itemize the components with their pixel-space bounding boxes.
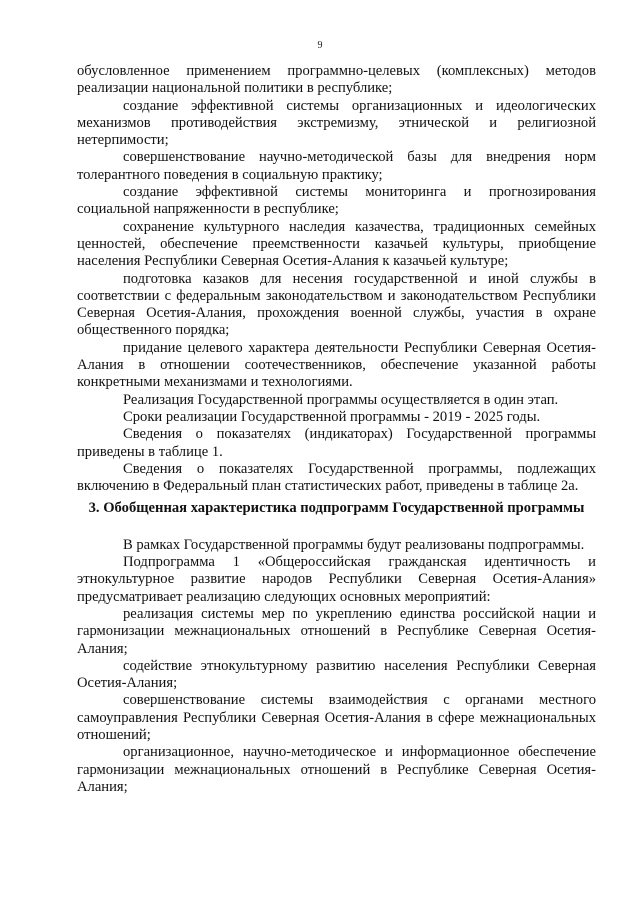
paragraph: совершенствование научно-методической базы для внедрения норм толерантного поведения в социальную практику; [77, 149, 596, 183]
paragraph: содействие этнокультурному развитию населения Республики Северная Осетия-Алания; [77, 657, 596, 692]
paragraph: создание эффективной системы организационных и идеологических механизмов противодействия экстремизму, этнической и религиозной нетерпимости; [77, 97, 596, 149]
paragraph: Реализация Государственной программы осуществляется в один этап. [123, 391, 559, 408]
paragraph: Сроки реализации Государственной программы - 2019 - 2025 годы. [123, 408, 541, 425]
paragraph: Сведения о показателях (индикаторах) Государственной программы приведены в таблице 1. [77, 426, 596, 460]
paragraphs-bottom [77, 537, 596, 796]
paragraph: Сведения о показателях Государственной программы, подлежащих включению в Федеральный план статистических работ, приведены в таблице 2а. [77, 460, 596, 495]
paragraph: организационное, научно-методическое и информационное обеспечение гармонизации межнациональных отношений в Республике Северная Осетия-Алания; [77, 744, 596, 795]
spacer [77, 518, 596, 537]
document-body [77, 63, 596, 796]
paragraph: обусловленное применением программно-целевых (комплексных) методов реализации национальной политики в республике; [77, 63, 596, 97]
paragraph: совершенствование системы взаимодействия с органами местного самоуправления Республики Северная Осетия-Алания в сфере межнациональных отношений; [77, 692, 596, 743]
paragraph: Подпрограмма 1 «Общероссийская гражданская идентичность и этнокультурное развитие народов Республики Северная Осетия-Алания» предусматривает реализацию следующих основных мероприятий: [77, 554, 596, 605]
paragraph: сохранение культурного наследия казачества, традиционных семейных ценностей, обеспечение преемственности казачьей культуры, приобщение населения Республики Северная Осетия-Алания к казачьей культуре; [77, 218, 596, 270]
paragraph: реализация системы мер по укреплению единства российской нации и гармонизации межнациональных отношений в Республике Северная Осетия-Алания; [77, 605, 596, 657]
paragraphs-top [77, 63, 596, 495]
paragraph: создание эффективной системы мониторинга и прогнозирования социальной напряженности в республике; [77, 184, 596, 218]
paragraph: В рамках Государственной программы будут реализованы подпрограммы. [123, 536, 585, 553]
paragraph: подготовка казаков для несения государственной и иной службы в соответствии с федеральным законодательством и законодательством Республики Северная Осетия-Алания, прохождения военной службы, участия в охране общественного порядка; [77, 270, 596, 339]
paragraph: придание целевого характера деятельности Республики Северная Осетия-Алания в отношении соотечественников, обеспечение указанной работы конкретными механизмами и технологиями. [77, 339, 596, 391]
section-heading: 3. Обобщенная характеристика подпрограмм Государственной программы [88, 500, 585, 517]
page-number: 9 [317, 40, 323, 51]
